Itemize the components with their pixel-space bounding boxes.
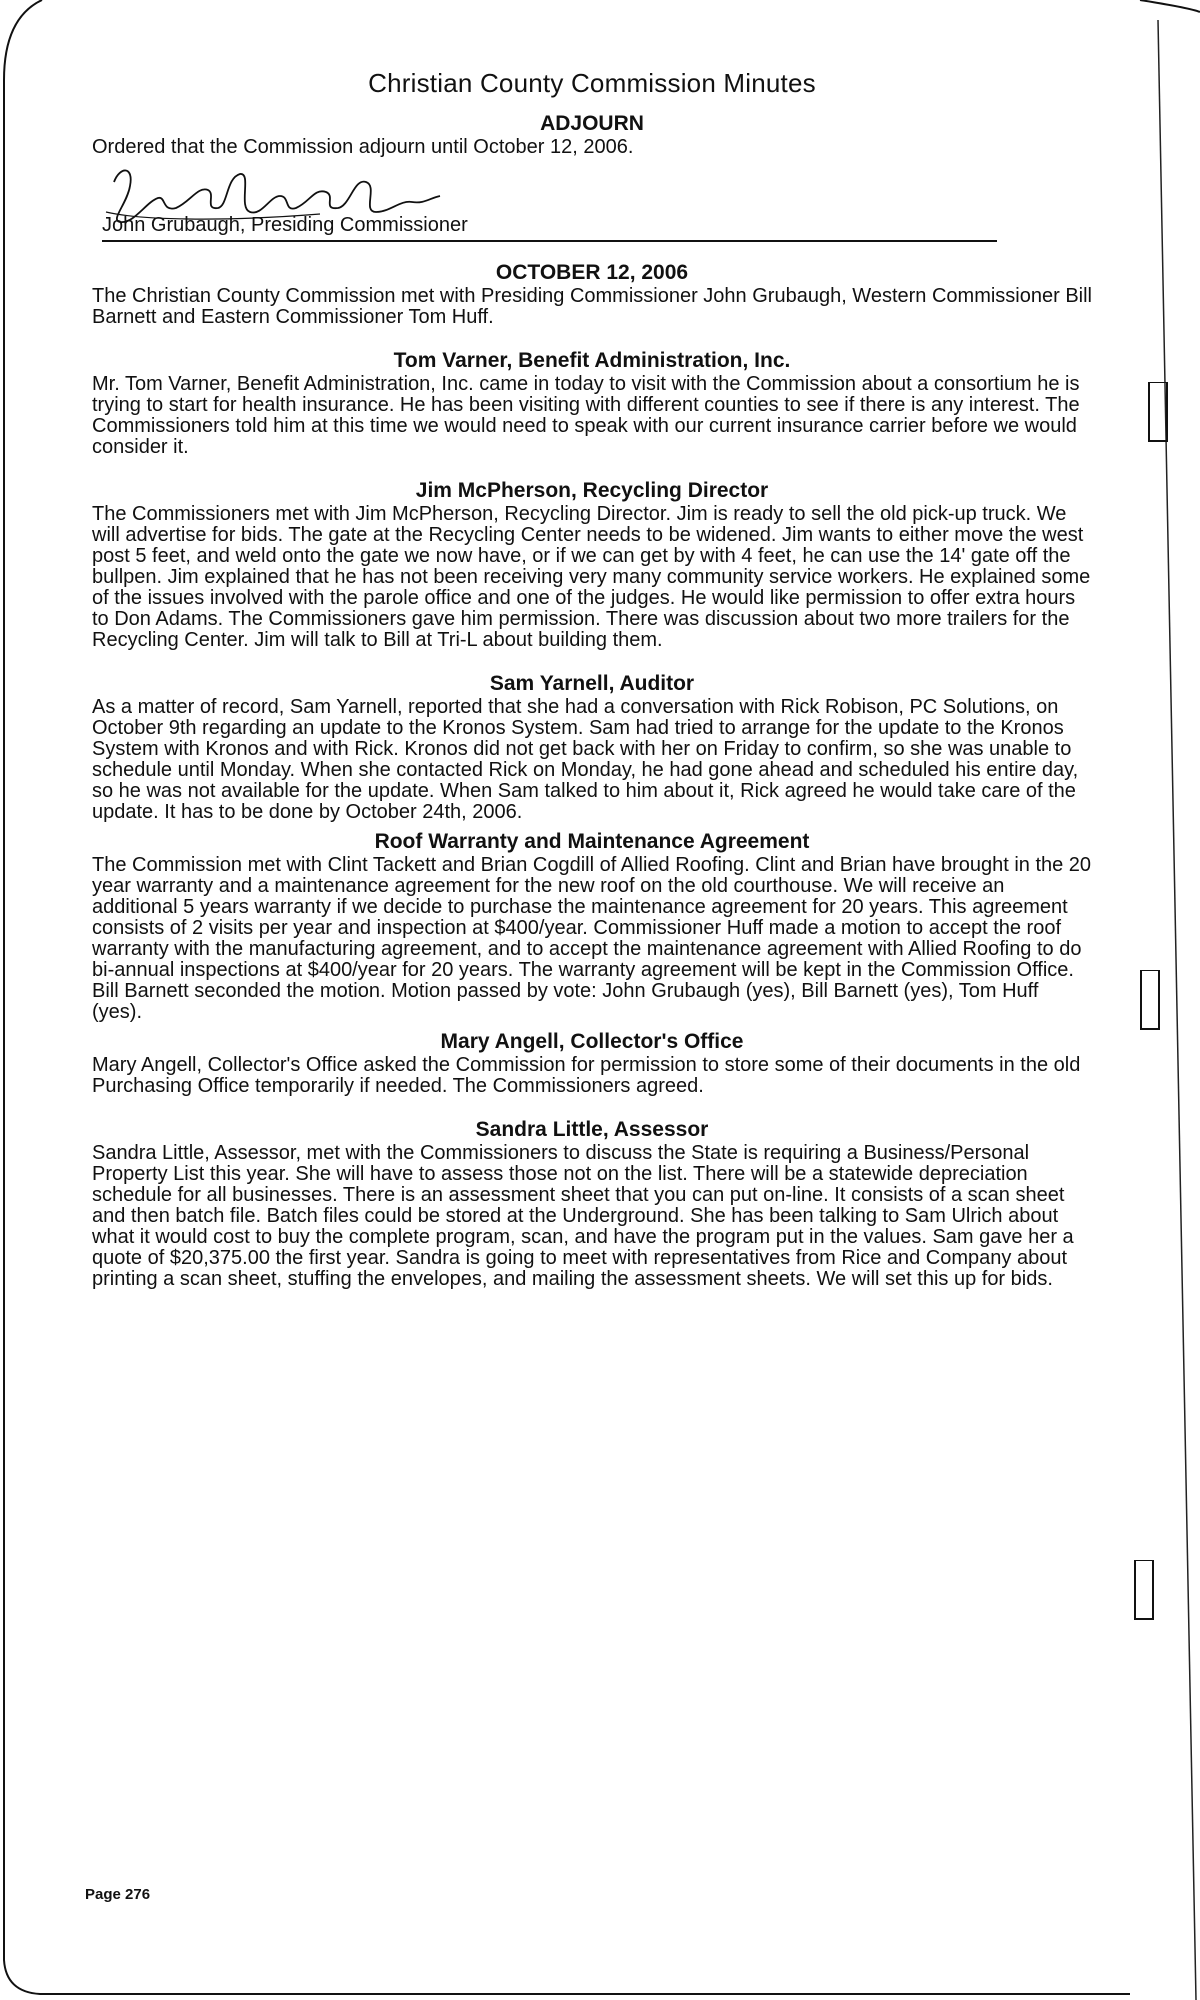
section-heading-varner: Tom Varner, Benefit Administration, Inc.	[393, 349, 791, 372]
section-text-roof: The Commission met with Clint Tackett and Brian Cogdill of Allied Roofing. Clint and Brian have brought in the 20 year warranty and a maintenance agreement for the new roof on the old courthouse. We will receive an additional 5 years warranty if we decide to purchase the maintenance agreement for 20 years. This agreement consists of 2 visits per year and inspection at $400/year. Commissioner Huff made a motion to accept the roof warranty with the manufacturing agreement, and to accept the maintenance agreement with Allied Roofing to do bi-annual inspections at $400/year for 20 years. The warranty agreement will be kept in the Commission Office. Bill Barnett seconded the motion. Motion passed by vote: John Grubaugh (yes), Bill Barnett (yes), Tom Huff (yes).	[92, 854, 1092, 1023]
section-text-angell: Mary Angell, Collector's Office asked the Commission for permission to store some of their documents in the old Purchasing Office temporarily if needed. The Commissioners agreed.	[92, 1054, 1081, 1097]
minutes-page	[92, 62, 1092, 1290]
section-heading-angell: Mary Angell, Collector's Office	[440, 1030, 744, 1053]
margin-marker-box	[1140, 970, 1160, 1030]
document-title: Christian County Commission Minutes	[368, 68, 816, 98]
section-heading-mcpherson: Jim McPherson, Recycling Director	[415, 479, 769, 502]
meeting-date-heading: OCTOBER 12, 2006	[495, 261, 689, 284]
adjourn-heading: ADJOURN	[540, 112, 644, 135]
page-number: Page 276	[85, 1886, 151, 1903]
signer-name: John Grubaugh, Presiding Commissioner	[102, 214, 468, 236]
section-heading-roof: Roof Warranty and Maintenance Agreement	[374, 830, 810, 853]
margin-marker-box	[1134, 1560, 1154, 1620]
adjourn-text: Ordered that the Commission adjourn until October 12, 2006.	[92, 136, 634, 158]
signature-block	[92, 162, 1092, 240]
divider-line	[102, 240, 997, 242]
section-text-mcpherson: The Commissioners met with Jim McPherson, Recycling Director. Jim is ready to sell the old pick-up truck. We will advertise for bids. The gate at the Recycling Center needs to be widened. Jim wants to either move the west post 5 feet, and weld onto the gate we now have, or if we can get by with 4 feet, he can use the 14' gate off the bullpen. Jim explained that he has not been receiving very many community service workers. He explained some of the issues involved with the parole office and one of the judges. He would like permission to offer extra hours to Don Adams. The Commissioners gave him permission. There was discussion about two more trailers for the Recycling Center. Jim will talk to Bill at Tri-L about building them.	[92, 503, 1091, 651]
section-text-yarnell: As a matter of record, Sam Yarnell, reported that she had a conversation with Rick Robison, PC Solutions, on October 9th regarding an update to the Kronos System. Sam had tried to arrange for the update to the Kronos System with Kronos and with Rick. Kronos did not get back with her on Friday to confirm, so she was unable to schedule until Monday. When she contacted Rick on Monday, he had gone ahead and scheduled his entire day, so he was not available for the update. When Sam talked to him about it, Rick agreed he would take care of the update. It has to be done by October 24th, 2006.	[92, 696, 1079, 823]
section-text-varner: Mr. Tom Varner, Benefit Administration, Inc. came in today to visit with the Commission about a consortium he is trying to start for health insurance. He has been visiting with different counties to see if there is any interest. The Commissioners told him at this time we would need to speak with our current insurance carrier before we would consider it.	[92, 373, 1080, 458]
meeting-intro: The Christian County Commission met with Presiding Commissioner John Grubaugh, Western Commissioner Bill Barnett and Eastern Commissioner Tom Huff.	[92, 285, 1092, 328]
section-heading-yarnell: Sam Yarnell, Auditor	[489, 672, 695, 695]
section-heading-little: Sandra Little, Assessor	[475, 1118, 709, 1141]
section-text-little: Sandra Little, Assessor, met with the Commissioners to discuss the State is requiring a Business/Personal Property List this year. She will have to assess those not on the list. There will be a statewide depreciation schedule for all businesses. There is an assessment sheet that you can put on-line. It consists of a scan sheet and then batch file. Batch files could be stored at the Underground. She has been talking to Sam Ulrich about what it would cost to buy the complete program, scan, and have the program put in the values. Sam gave her a quote of $20,375.00 the first year. Sandra is going to meet with representatives from Rice and Company about printing a scan sheet, stuffing the envelopes, and mailing the assessment sheets. We will set this up for bids.	[92, 1142, 1074, 1290]
margin-marker-box	[1148, 382, 1168, 442]
